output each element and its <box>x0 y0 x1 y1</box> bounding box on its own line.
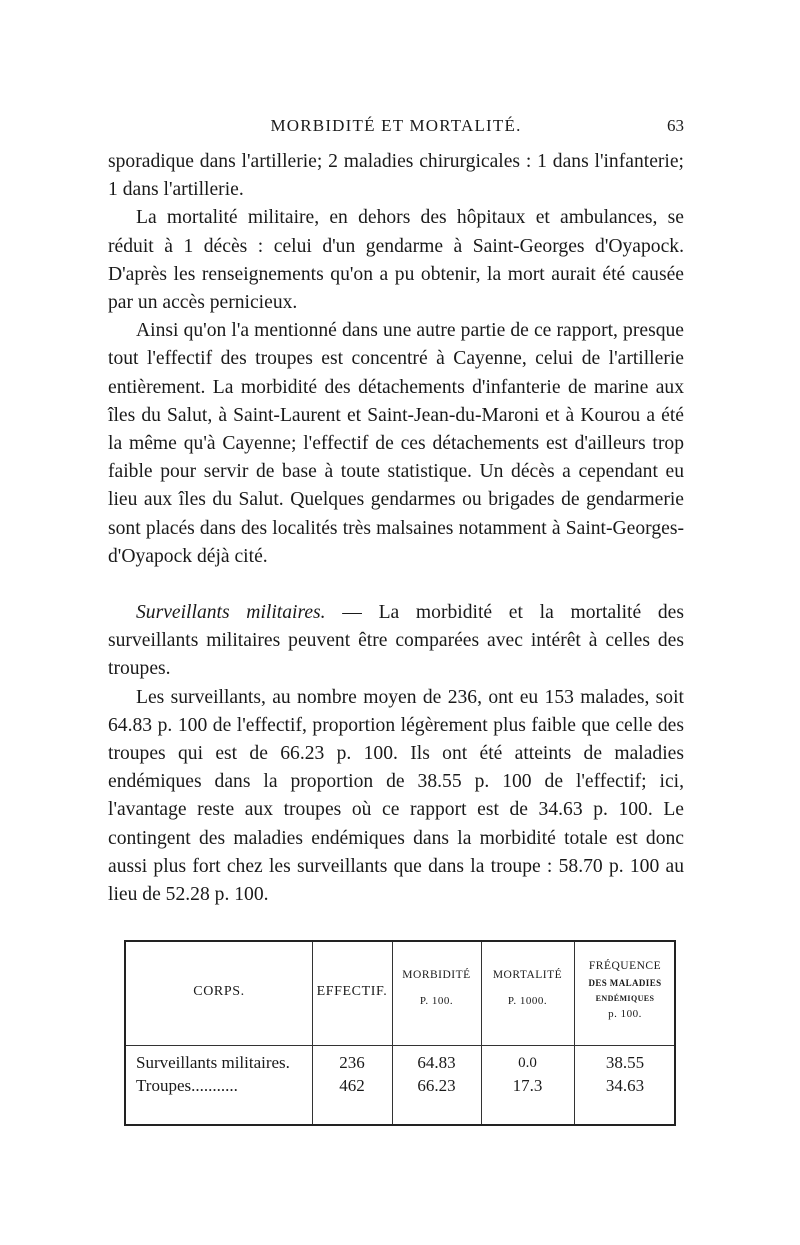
cell-frequence: 38.55 <box>605 1053 645 1072</box>
cell-effectif: 236 <box>339 1053 365 1072</box>
header-frequence: FRÉQUENCE <box>588 960 662 972</box>
cell-frequence: 34.63 <box>605 1076 645 1095</box>
header-morbidite-unit: P. 100. <box>419 995 454 1007</box>
paragraph-effectif: Ainsi qu'on l'a mentionné dans une autre partie de ce rapport, presque tout l'effectif des troupes est concentré à Cayenne, celui de l'artillerie entièrement. La morbidité des détachements d'infanterie de marine aux îles du Salut, à Saint-Laurent et Saint-Jean-du-Maroni et à Kourou a été la même qu'à Cayenne; l'effectif de ces détachements est d'ailleurs trop faible pour servir de base à toute statistique. Un décès a cependant eu lieu aux îles du Salut. Quelques gendarmes ou brigades de gendarmerie sont placés dans des localités très malsaines notamment à Saint-Georges-d'Oyapock déjà cité. <box>108 320 684 567</box>
paragraph-continuation: sporadique dans l'artillerie; 2 maladies chirurgicales : 1 dans l'infanterie; 1 dans l'artillerie. <box>108 151 684 201</box>
header-effectif: EFFECTIF. <box>316 984 388 999</box>
row-label-troupes: Troupes........... <box>136 1076 238 1095</box>
section-title: Surveillants militaires. <box>136 602 326 624</box>
page-number: 63 <box>667 116 684 135</box>
running-title: MORBIDITÉ ET MORTALITÉ. <box>270 116 522 135</box>
row-label-surveillants: Surveillants militaires. <box>136 1053 290 1072</box>
statistics-table <box>124 940 676 1126</box>
table-rule <box>312 942 313 1124</box>
cell-morbidite: 64.83 <box>417 1053 456 1072</box>
header-morbidite: MORBIDITÉ <box>402 969 471 981</box>
cell-effectif: 462 <box>339 1076 365 1095</box>
section-dash: — <box>325 602 379 624</box>
cell-mortalite: 17.3 <box>512 1076 543 1095</box>
header-mortalite: MORTALITÉ <box>492 969 563 981</box>
header-mortalite-unit: P. 1000. <box>507 995 548 1007</box>
paragraph-mortalite: La mortalité militaire, en dehors des hôpitaux et ambulances, se réduit à 1 décès : celui d'un gendarme à Saint-Georges d'Oyapock. D'après les renseignements qu'on a pu obtenir, la mort aurait été causée par un accès pernicieux. <box>108 207 684 314</box>
cell-mortalite: 0.0 <box>518 1055 537 1071</box>
table-header-rule <box>126 1045 674 1046</box>
section-surveillants <box>108 599 684 684</box>
header-corps: CORPS. <box>193 984 245 999</box>
cell-morbidite: 66.23 <box>417 1076 456 1095</box>
header-frequence-line3: ENDÉMIQUES <box>595 994 655 1003</box>
running-head <box>108 116 684 140</box>
section-intro: La morbidité et la mortalité des surveillants militaires peuvent être comparées avec intérêt à celles des troupes. <box>108 602 685 680</box>
body-text <box>108 148 684 909</box>
header-frequence-unit: p. 100. <box>608 1008 642 1020</box>
header-frequence-line2: DES MALADIES <box>588 978 662 988</box>
paragraph-surveillants: Les surveillants, au nombre moyen de 236, ont eu 153 malades, soit 64.83 p. 100 de l'effectif, proportion légèrement plus faible que celle des troupes qui est de 66.23 p. 100. Ils ont été atteints de maladies endémiques dans la proportion de 38.55 p. 100 de l'effectif; ici, l'avantage reste aux troupes où ce rapport est de 34.63 p. 100. Le contingent des maladies endémiques dans la morbidité totale est donc aussi plus fort chez les surveillants que dans la troupe : 58.70 p. 100 au lieu de 52.28 p. 100. <box>108 686 684 906</box>
